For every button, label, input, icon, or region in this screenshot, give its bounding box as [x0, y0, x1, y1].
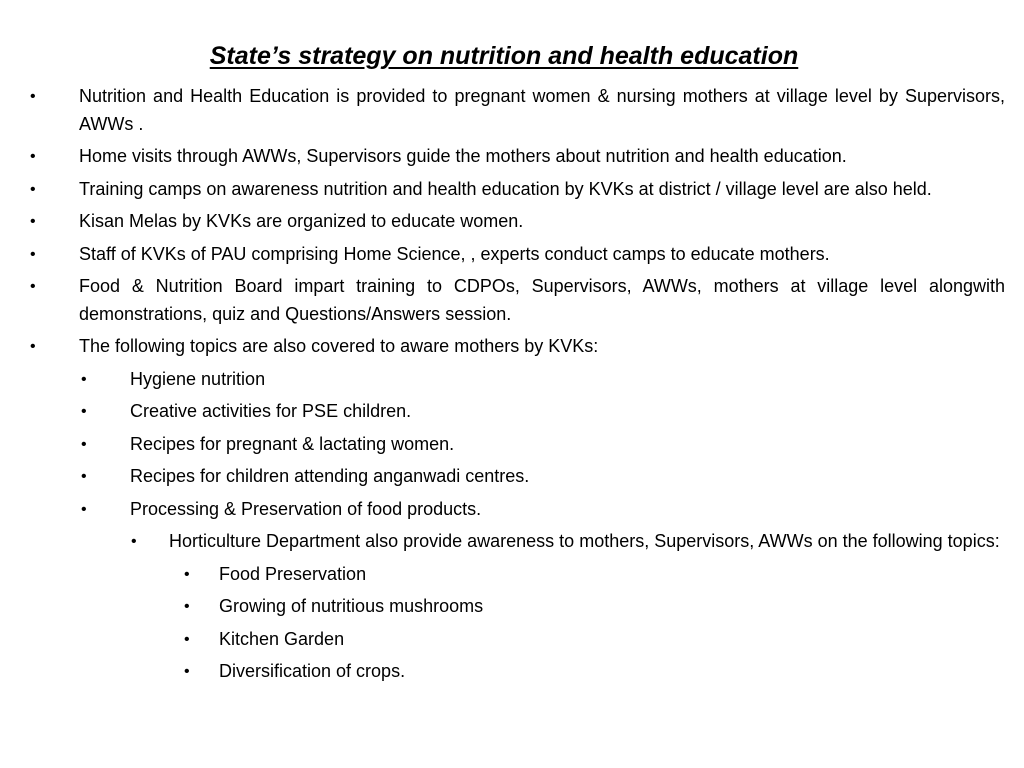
horticulture-topic-item — [0, 658, 1005, 686]
horticulture-item — [0, 528, 1005, 556]
horticulture-topic-item — [0, 626, 1005, 654]
kvk-topic-text: Recipes for children attending anganwadi centres. — [130, 466, 530, 486]
bullet-list — [0, 83, 1024, 691]
bullet-icon: • — [30, 180, 36, 198]
list-item-text: The following topics are also covered to aware mothers by KVKs: — [79, 336, 599, 356]
kvk-topic-item — [0, 431, 1005, 459]
bullet-icon: • — [81, 500, 87, 518]
list-item-text: Kisan Melas by KVKs are organized to educate women. — [79, 211, 524, 231]
bullet-icon: • — [131, 533, 137, 550]
kvk-topic-text: Hygiene nutrition — [130, 368, 266, 389]
bullet-icon: • — [30, 88, 36, 105]
bullet-icon: • — [184, 663, 190, 680]
bullet-icon: • — [81, 403, 87, 420]
list-item — [0, 241, 1005, 269]
list-item — [0, 176, 1005, 204]
horticulture-topic-text: Diversification of crops. — [219, 661, 406, 681]
bullet-icon: • — [184, 630, 190, 648]
bullet-icon: • — [30, 213, 36, 230]
horticulture-text: Horticulture Department also provide awareness to mothers, Supervisors, AWWs on the following topics: — [169, 531, 1000, 551]
bullet-icon: • — [184, 598, 190, 615]
list-item-text: Nutrition and Health Education is provided to pregnant women & nursing mothers at village level by Supervisors, AWWs . — [79, 86, 1005, 134]
bullet-icon: • — [30, 338, 36, 355]
list-item — [0, 273, 1005, 328]
bullet-icon: • — [30, 245, 36, 263]
bullet-icon: • — [81, 435, 87, 453]
kvk-topic-text: Recipes for pregnant & lactating women. — [130, 433, 455, 454]
list-item-text: Food & Nutrition Board impart training to CDPOs, Supervisors, AWWs, mothers at village level alongwith demonstrations, quiz and Questions/Answers session. — [79, 276, 1005, 324]
horticulture-topic-item — [0, 593, 1005, 621]
kvk-topic-text: Creative activities for PSE children. — [130, 401, 412, 421]
bullet-icon: • — [81, 370, 87, 388]
list-item-text: Training camps on awareness nutrition and health education by KVKs at district / village level are also held. — [79, 178, 932, 199]
kvk-topic-item — [0, 366, 1005, 394]
horticulture-topic-text: Kitchen Garden — [219, 628, 345, 649]
list-item — [0, 333, 1005, 361]
bullet-icon: • — [184, 565, 190, 583]
bullet-icon: • — [30, 278, 36, 295]
kvk-topic-item — [0, 463, 1005, 491]
list-item-text: Staff of KVKs of PAU comprising Home Science, , experts conduct camps to educate mothers. — [79, 243, 830, 264]
bullet-icon: • — [30, 148, 36, 165]
horticulture-topic-text: Food Preservation — [219, 563, 367, 584]
list-item — [0, 143, 1005, 171]
bullet-icon: • — [81, 468, 87, 485]
kvk-topic-text: Processing & Preservation of food products. — [130, 498, 482, 519]
kvk-topic-item — [0, 398, 1005, 426]
slide-title: State’s strategy on nutrition and health education — [209, 42, 799, 70]
kvk-topic-item — [0, 496, 1005, 524]
horticulture-topic-item — [0, 561, 1005, 589]
list-item-text: Home visits through AWWs, Supervisors guide the mothers about nutrition and health education. — [79, 146, 847, 166]
list-item — [0, 208, 1005, 236]
list-item — [0, 83, 1005, 138]
horticulture-topic-text: Growing of nutritious mushrooms — [219, 596, 484, 616]
